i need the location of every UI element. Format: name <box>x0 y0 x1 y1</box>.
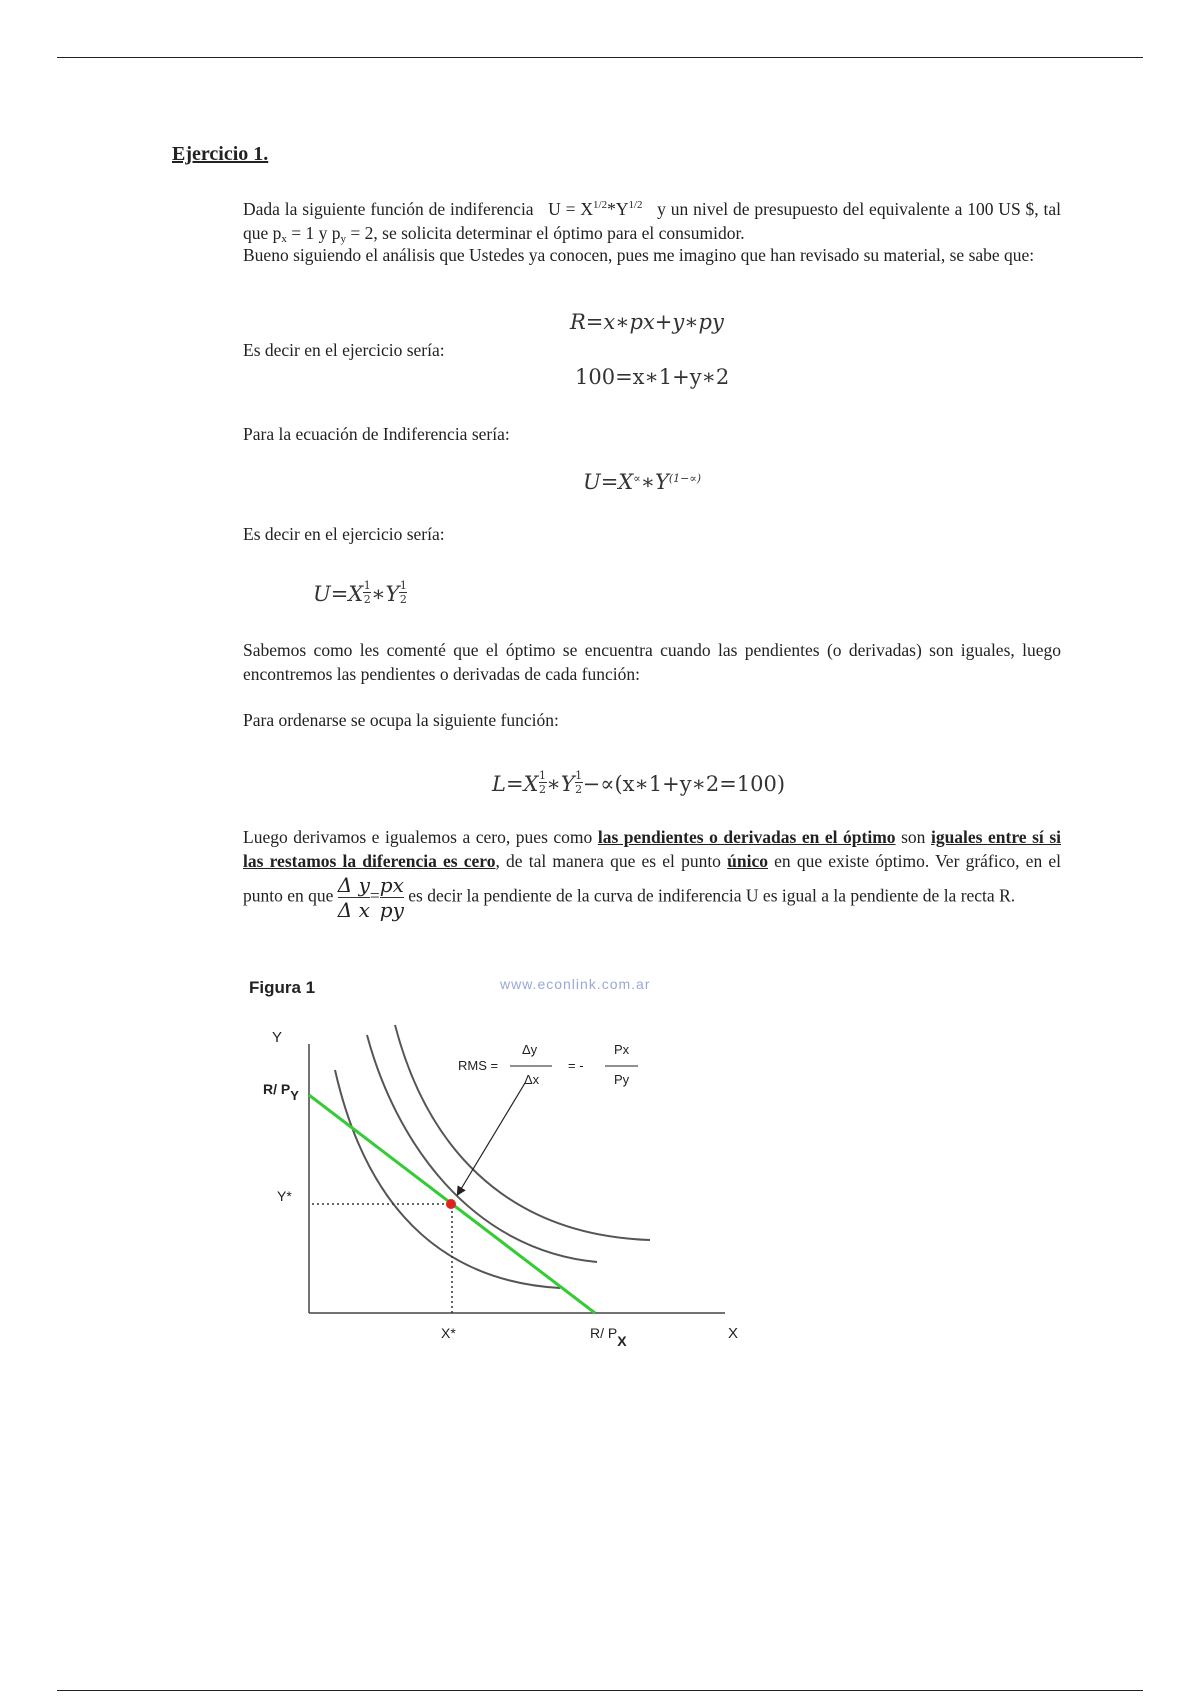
rms-py: Py <box>614 1072 630 1087</box>
x-axis-label: X <box>728 1325 739 1342</box>
budget-equation-general: R=x∗px+y∗py <box>570 310 724 334</box>
exponent-fraction: $\frac{1}{2}$ <box>539 769 546 796</box>
intro-paragraph: Dada la siguiente función de indiferencia $U = X^{1/2}*Y^{1/2}$ y un nivel de presupuesto del equivalente a 100 US $, tal que $p_x = 1$ y $p_y = 2$, se solicita determinar el óptimo para el consumidor. <box>243 199 1062 245</box>
exponent-fraction: $\frac{1}{2}$ <box>363 579 371 606</box>
delta-fraction: $\frac{\text{Δ y}}{\text{Δ x}}$ <box>337 873 370 922</box>
rms-delta-x: Δx <box>524 1072 540 1087</box>
rms-delta-y: Δy <box>522 1042 538 1057</box>
y-star-label: Y* <box>277 1188 292 1204</box>
price-fraction: $\frac{px}{py}$ <box>379 873 404 922</box>
watermark-text: www.econlink.com.ar <box>500 976 651 992</box>
budget-equation-specific: 100=x∗1+y∗2 <box>575 365 730 389</box>
exponent-fraction: $\frac{1}{2}$ <box>399 579 407 606</box>
indifference-equation-general: $U=X^\propto∗Y^{(1-\propto)}$ <box>583 470 702 494</box>
derivative-paragraph: Luego derivamos e igualemos a cero, pues como las pendientes o derivadas en el óptimo son iguales entre sí si las restamos la diferencia es cero, de tal manera que es el punto único en que existe óptimo. Ver gráfico, en el punto en que $\frac{\text{Δ y}}{\text{Δ x}}$ = $\frac{px}{py}$ es decir la pendiente de la curva de indiferencia U es igual a la pendiente de la recta R. <box>243 827 1061 922</box>
ordering-paragraph: Para ordenarse se ocupa la siguiente función: <box>243 710 559 730</box>
es-decir-label-1: Es decir en el ejercicio sería: <box>243 340 445 360</box>
rms-equals-minus: = - <box>568 1058 584 1073</box>
r-px-label: R/ PX <box>590 1325 627 1349</box>
indifference-intro: Para la ecuación de Indiferencia sería: <box>243 424 510 444</box>
rms-label: RMS = <box>458 1058 499 1073</box>
exponent-fraction: $\frac{1}{2}$ <box>575 769 583 796</box>
indifference-curve-1 <box>335 1070 560 1288</box>
slopes-paragraph: Sabemos como les comenté que el óptimo se encuentra cuando las pendientes (o derivadas) son iguales, luego encontremos las pendientes o derivadas de cada función: <box>243 640 1061 684</box>
exercise-heading: Ejercicio 1. <box>172 143 269 165</box>
indifference-equation-specific: U=X $\frac{1}{2}$ ∗Y $\frac{1}{2}$ <box>313 579 407 606</box>
es-decir-label-2: Es decir en el ejercicio sería: <box>243 524 445 544</box>
rms-arrow <box>458 1083 525 1194</box>
rms-px: Px <box>614 1042 630 1057</box>
x-star-label: X* <box>441 1325 456 1341</box>
lagrangian-equation: L=X $\frac{1}{2}$ ∗Y $\frac{1}{2}$ −∝(x∗1+y∗2=100) <box>492 769 786 796</box>
utility-formula: $U = X^{1/2}*Y^{1/2}$ <box>548 199 643 219</box>
y-axis-label: Y <box>272 1029 283 1046</box>
optimum-point <box>446 1199 456 1209</box>
r-py-label: R/ PY <box>263 1081 299 1103</box>
analysis-paragraph: Bueno siguiendo el análisis que Ustedes ya conocen, pues me imagino que han revisado su material, se sabe que: <box>243 245 1035 265</box>
indifference-curve-3 <box>395 1025 650 1240</box>
figure-title: Figura 1 <box>249 978 316 997</box>
